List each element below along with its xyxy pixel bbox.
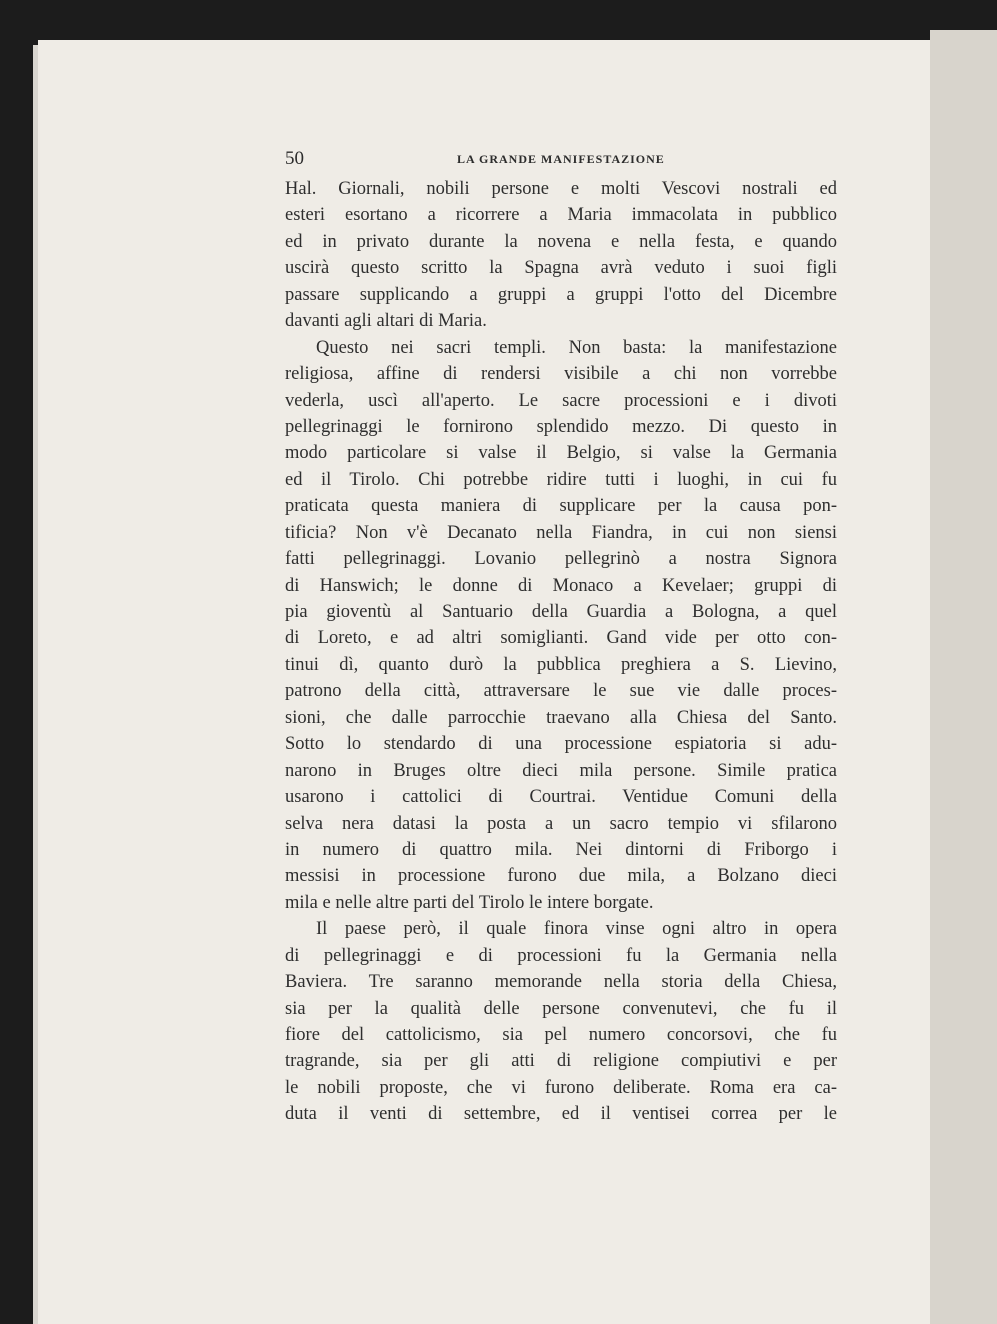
text-line: di pellegrinaggi e di processioni fu la Germania nella	[285, 945, 837, 966]
text-line: narono in Bruges oltre dieci mila persone. Simile pratica	[285, 760, 837, 781]
text-line: duta il venti di settembre, ed il ventisei correa per le	[285, 1104, 837, 1125]
text-line: pellegrinaggi le fornirono splendido mezzo. Di questo in	[285, 416, 837, 437]
text-line: davanti agli altari di Maria.	[285, 311, 487, 332]
text-line: esteri esortano a ricorrere a Maria immacolata in pubblico	[285, 205, 837, 226]
text-line: tragrande, sia per gli atti di religione compiutivi e per	[285, 1051, 837, 1072]
text-line: Il paese però, il quale finora vinse ogni altro in opera	[316, 919, 837, 940]
text-line: Hal. Giornali, nobili persone e molti Vescovi nostrali ed	[285, 179, 837, 199]
facing-page-edge	[930, 30, 997, 1324]
text-line: fiore del cattolicismo, sia pel numero concorsovi, che fu	[285, 1025, 837, 1045]
text-line: Sotto lo stendardo di una processione espiatoria si adu-	[285, 734, 837, 755]
text-line: ed il Tirolo. Chi potrebbe ridire tutti i luoghi, in cui fu	[285, 469, 837, 490]
text-line: di Hanswich; le donne di Monaco a Kevelaer; gruppi di	[285, 575, 837, 596]
text-line: selva nera datasi la posta a un sacro tempio vi sfilarono	[285, 813, 837, 834]
text-line: di Loreto, e ad altri somiglianti. Gand vide per otto con-	[285, 628, 837, 649]
page-number: 50	[285, 148, 304, 169]
text-line: Baviera. Tre saranno memorande nella storia della Chiesa,	[285, 972, 837, 993]
text-line: mila e nelle altre parti del Tirolo le intere borgate.	[285, 892, 654, 913]
text-line: sioni, che dalle parrocchie traevano alla Chiesa del Santo.	[285, 707, 837, 728]
text-line: passare supplicando a gruppi a gruppi l'otto del Dicembre	[285, 284, 837, 305]
body-text	[285, 176, 837, 1128]
text-line: in numero di quattro mila. Nei dintorni di Friborgo i	[285, 839, 837, 860]
text-line: ed in privato durante la novena e nella festa, e quando	[285, 231, 837, 252]
text-line: religiosa, affine di rendersi visibile a chi non vorrebbe	[285, 364, 837, 385]
text-line: Questo nei sacri templi. Non basta: la manifestazione	[316, 337, 837, 358]
text-line: le nobili proposte, che vi furono deliberate. Roma era ca-	[285, 1077, 837, 1098]
text-line: patrono della città, attraversare le sue vie dalle proces-	[285, 681, 837, 702]
text-line: usarono i cattolici di Courtrai. Ventidue Comuni della	[285, 787, 837, 808]
text-line: fatti pellegrinaggi. Lovanio pellegrinò a nostra Signora	[285, 549, 837, 570]
text-line: modo particolare si valse il Belgio, si valse la Germania	[285, 443, 837, 464]
text-line: messisi in processione furono due mila, a Bolzano dieci	[285, 866, 837, 887]
page-header	[285, 148, 835, 172]
text-line: tinui dì, quanto durò la pubblica preghiera a S. Lievino,	[285, 654, 837, 675]
text-line: pia gioventù al Santuario della Guardia a Bologna, a quel	[285, 602, 837, 622]
text-line: uscirà questo scritto la Spagna avrà veduto i suoi figli	[285, 258, 837, 279]
text-line: tificia? Non v'è Decanato nella Fiandra, in cui non siensi	[285, 522, 837, 543]
running-title: LA GRANDE MANIFESTAZIONE	[457, 152, 665, 166]
text-line: vederla, uscì all'aperto. Le sacre processioni e i divoti	[285, 390, 837, 411]
text-line: sia per la qualità delle persone convenutevi, che fu il	[285, 998, 837, 1019]
text-line: praticata questa maniera di supplicare per la causa pon-	[285, 496, 837, 517]
